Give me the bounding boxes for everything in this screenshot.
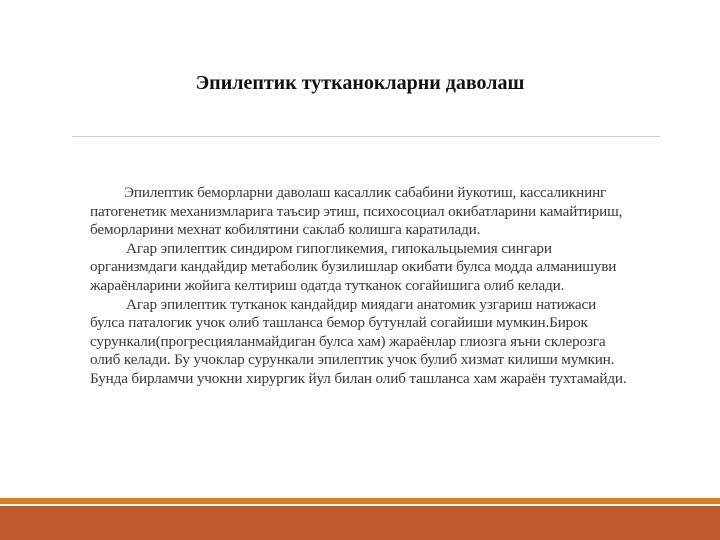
slide-title: Эпилептик тутканокларни даволаш	[195, 72, 525, 94]
footer-band-rust	[0, 506, 720, 540]
paragraph-metabolic-cause: Агар эпилептик синдиром гипогликемия, гипокальцыемия сингари организмдаги кандайдир метаболик бузилишлар окибати булса модда алманишуви жараёнларини жойига келтириш одатда тутканок согайишига олиб келади.	[90, 239, 617, 294]
paragraph-anatomic-cause: Агар эпилептик тутканок кандайдир миядаги анатомик узгариш натижаси булса паталогик учок олиб ташланса бемор бутунлай согайиши мумкин.Бирок сурункали(прогресцияланмайдиган булса хам) жараёнлар глиозга яъни склерозга олиб келади. Бу учоклар сурункали эпилептик учок булиб хизмат килиши мумкин. Бунда бирламчи учокни хирургик йул билан олиб ташланса хам жараён тухтамайди.	[90, 295, 627, 387]
title-divider	[72, 136, 660, 137]
slide-body	[90, 184, 630, 389]
paragraph-treatment-goals: Эпилептик беморларни даволаш касаллик сабабини йукотиш, кассаликнинг патогенетик механизмларига таъсир этиш, психосоциал окибатларини камайтириш, беморларини мехнат кобилятини саклаб колишга каратилади.	[90, 184, 623, 239]
